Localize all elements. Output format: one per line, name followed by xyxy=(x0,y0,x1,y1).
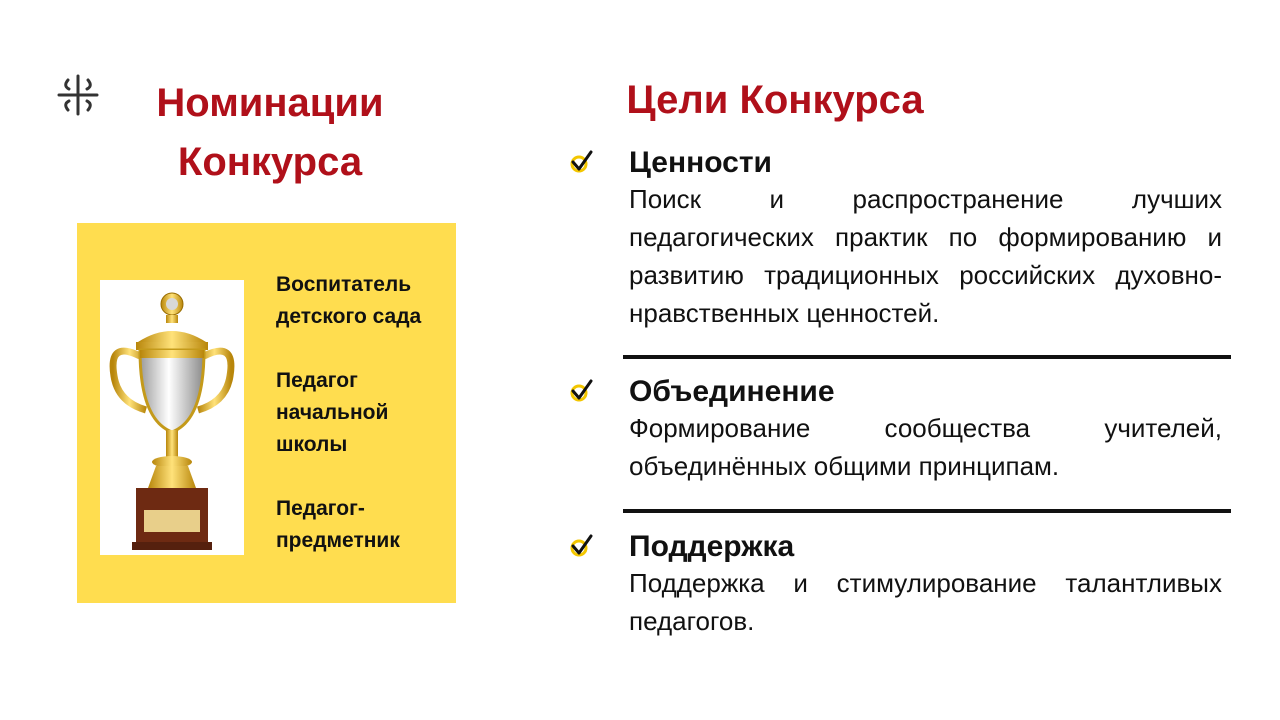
check-icon xyxy=(568,149,594,175)
nominations-panel xyxy=(77,223,456,603)
check-icon xyxy=(568,378,594,404)
trophy-image xyxy=(100,280,244,555)
divider xyxy=(623,509,1231,513)
ornamental-cross-icon xyxy=(55,72,101,118)
goal-text: Формирование сообщества учителей, объединённых общими принципам. xyxy=(629,413,1222,481)
nomination-item: Педагог начальной школы xyxy=(276,369,389,456)
goal-title: Объединение xyxy=(629,375,835,408)
goal-title: Ценности xyxy=(629,146,772,179)
nominations-title xyxy=(120,74,420,192)
nomination-item: Педагог-предметник xyxy=(276,497,400,552)
goal-text: Поиск и распространение лучших педагогических практик по формированию и развитию традиционных российских духовно-нравственных ценностей. xyxy=(629,184,1222,328)
nomination-item: Воспитатель детского сада xyxy=(276,273,422,328)
divider xyxy=(623,355,1231,359)
goal-text: Поддержка и стимулирование талантливых педагогов. xyxy=(629,568,1222,636)
goals-title: Цели Конкурса xyxy=(626,78,924,122)
nominations-title-line2: Конкурса xyxy=(177,140,363,184)
goal-title: Поддержка xyxy=(629,530,795,563)
nominations-title-line1: Номинации xyxy=(156,81,384,125)
check-icon xyxy=(568,533,594,559)
nominations-list xyxy=(276,269,454,589)
trophy-icon xyxy=(100,280,244,555)
